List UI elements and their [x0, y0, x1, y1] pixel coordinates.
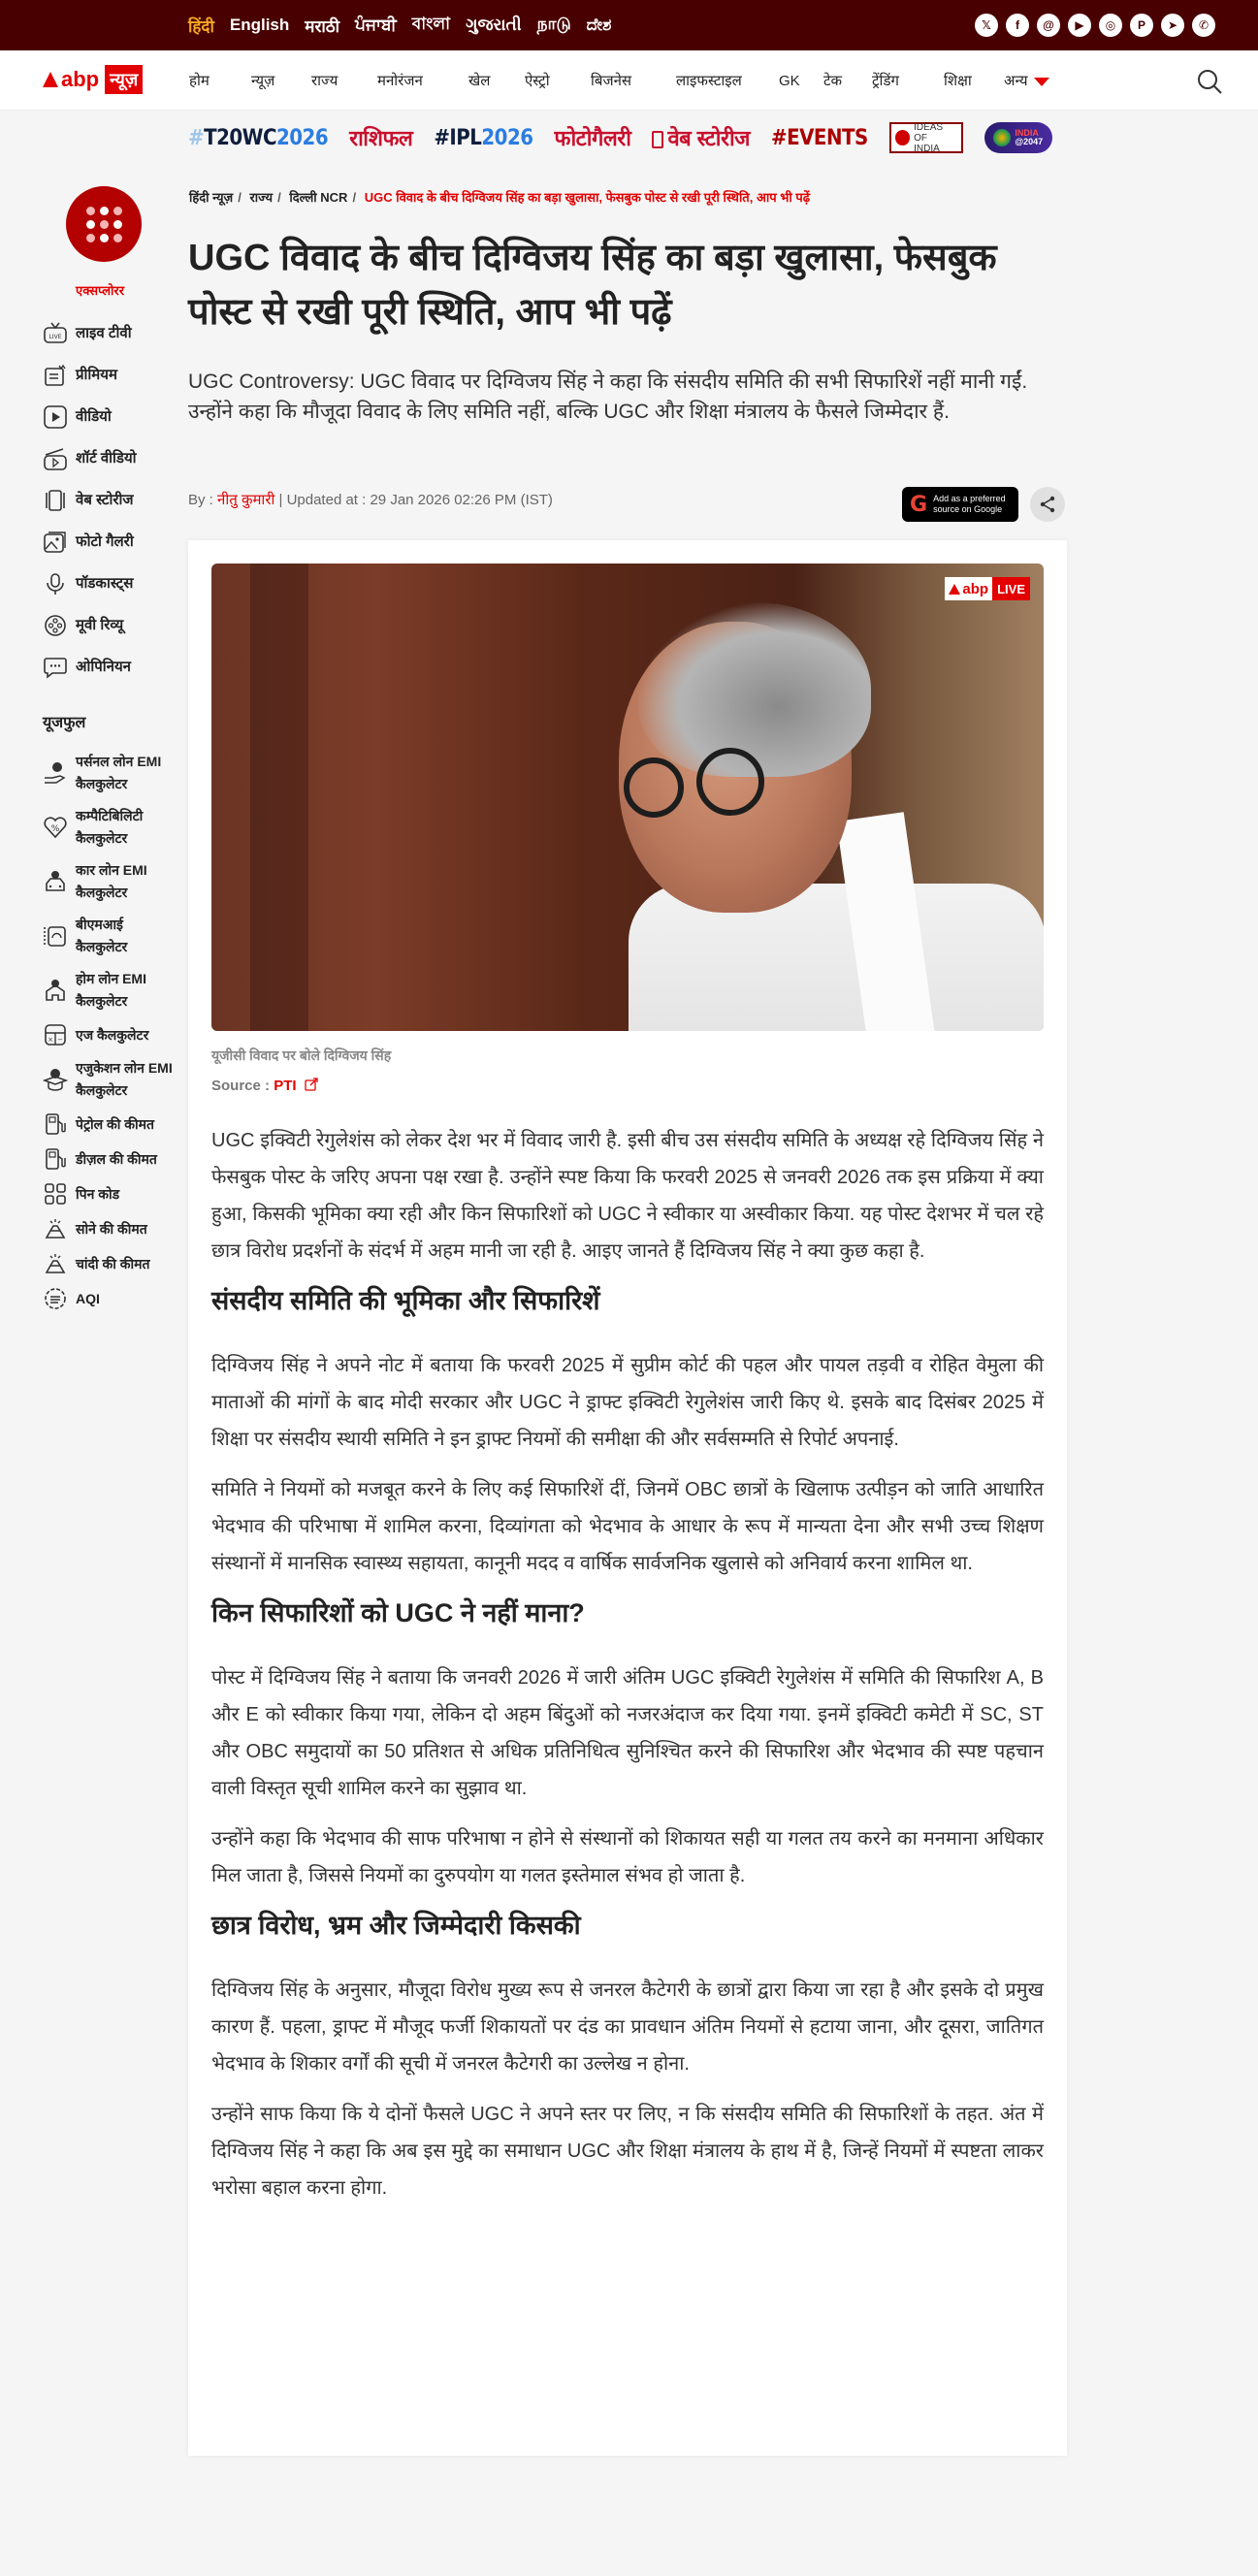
- logo-abp-text: abp: [61, 67, 100, 91]
- article-hero-image: [211, 564, 1044, 1031]
- trend-ipl[interactable]: [434, 126, 532, 150]
- sidebar-item-label: वेब स्टोरीज: [76, 492, 134, 508]
- dot-icon: [100, 220, 109, 229]
- social-links: [975, 0, 1215, 50]
- breadcrumb-separator: /: [238, 190, 242, 205]
- trend-photo-gallery[interactable]: फोटोगैलरी: [554, 127, 631, 151]
- language-bar: [0, 0, 1258, 50]
- premium-icon: [43, 363, 68, 388]
- trend-events[interactable]: #EVENTS: [771, 125, 868, 150]
- pin-code-icon: [43, 1181, 68, 1207]
- util-age-calculator[interactable]: [43, 1022, 178, 1047]
- nav-item-lifestyle[interactable]: लाइफस्टाइल: [676, 73, 742, 89]
- author-link[interactable]: नीतु कुमारी: [217, 492, 275, 508]
- live-tv-icon: [43, 321, 68, 346]
- image-glasses-left: [624, 757, 684, 818]
- sidebar-item-label: लाइव टीवी: [76, 325, 132, 341]
- util-label: AQI: [76, 1290, 100, 1306]
- ideas-of-india-logo-icon: [895, 130, 910, 145]
- photo-gallery-icon: [43, 530, 68, 555]
- util-label: बीएमआई कैलकुलेटर: [76, 917, 128, 954]
- paragraph: दिग्विजय सिंह के अनुसार, मौजूदा विरोध मुख्य रूप से जनरल कैटेगरी के छात्रों द्वारा किया जा रहा है और इसके दो प्रमुख कारण हैं. पहला, ड्राफ्ट में मौजूद फर्जी शिकायतों पर दंड का प्रावधान अंतिम नियमों से हटाया जाना, और दूसरा, जातिगत भेदभाव के शिकार वर्गों की सूची में जनरल कैटेगरी का उल्लेख न होना.: [211, 1980, 1044, 2075]
- sidebar-item-movie-review[interactable]: [43, 604, 178, 646]
- breadcrumb-delhi-ncr[interactable]: दिल्ली NCR: [289, 190, 348, 205]
- aqi-icon: [43, 1286, 68, 1311]
- explore-menu: [43, 312, 178, 688]
- watermark-abp-text: abp: [962, 580, 989, 597]
- svg-text:LIVE: LIVE: [48, 333, 62, 340]
- short-video-icon: [43, 446, 68, 471]
- sidebar-item-web-stories[interactable]: [43, 479, 178, 521]
- share-button[interactable]: [1030, 487, 1065, 522]
- util-label: पर्सनल लोन EMI कैलकुलेटर: [76, 754, 162, 791]
- dot-icon: [86, 220, 95, 229]
- compatibility-icon: [43, 815, 68, 840]
- ioi-line1: IDEAS OF: [914, 121, 944, 144]
- util-label: डीज़ल की कीमत: [76, 1150, 157, 1167]
- lang-english[interactable]: English: [229, 16, 290, 34]
- ipl-year: 2026: [481, 125, 533, 150]
- google-preferred-source-button[interactable]: [902, 487, 1018, 522]
- web-stories-icon: [43, 488, 68, 513]
- personal-loan-icon: [43, 760, 68, 786]
- breadcrumb: [189, 188, 810, 206]
- nav-item-more[interactable]: [1004, 71, 1049, 90]
- sidebar-item-photo-gallery[interactable]: [43, 521, 178, 563]
- image-person-hair: [638, 602, 871, 777]
- updated-timestamp: | Updated at : 29 Jan 2026 02:26 PM (IST): [274, 492, 553, 508]
- web-story-icon: [652, 131, 663, 148]
- bmi-icon: [43, 923, 68, 949]
- age-calculator-icon: [43, 1022, 68, 1047]
- lang-kannada[interactable]: ದೇಶ: [586, 16, 612, 34]
- sidebar-item-label: ओपिनियन: [76, 659, 131, 675]
- image-glasses-right: [696, 748, 764, 816]
- x-icon[interactable]: 𝕏: [975, 14, 998, 37]
- web-stories-label: वेब स्टोरीज: [667, 127, 750, 151]
- site-logo[interactable]: [43, 64, 143, 95]
- util-silver-price[interactable]: [43, 1251, 178, 1276]
- youtube-icon[interactable]: ▶: [1068, 14, 1091, 37]
- sidebar-item-label: मूवी रिव्यू: [76, 617, 124, 633]
- nav-item-states[interactable]: राज्य: [311, 73, 339, 89]
- main-nav: [0, 50, 1258, 111]
- source-link[interactable]: PTI: [274, 1078, 297, 1094]
- telegram-icon[interactable]: ➤: [1161, 14, 1184, 37]
- image-source: [211, 1078, 318, 1094]
- podcast-icon: [43, 571, 68, 596]
- diesel-icon: [43, 1146, 68, 1172]
- india-line1: INDIA: [1015, 128, 1039, 138]
- nav-item-sports[interactable]: खेल: [468, 73, 491, 89]
- india-line2: @2047: [1015, 137, 1044, 146]
- article-summary: UGC Controversy: UGC विवाद पर दिग्विजय सिंह ने कहा कि संसदीय समिति की सभी सिफारिशें नहीं मानी गईं. उन्होंने कहा कि मौजूदा विवाद के लिए समिति नहीं, बल्कि UGC और शिक्षा मंत्रालय के फैसले जिम्मेदार हैं.: [188, 370, 1028, 423]
- petrol-icon: [43, 1111, 68, 1137]
- instagram-icon[interactable]: ◎: [1099, 14, 1122, 37]
- sidebar-item-label: पॉडकास्ट्स: [76, 575, 134, 592]
- nav-item-entertainment[interactable]: मनोरंजन: [377, 73, 423, 89]
- nav-item-news[interactable]: न्यूज़: [251, 73, 275, 89]
- whatsapp-icon[interactable]: ✆: [1192, 14, 1215, 37]
- sidebar-item-premium[interactable]: [43, 354, 178, 396]
- sidebar-item-podcasts[interactable]: [43, 563, 178, 604]
- dot-icon: [86, 207, 95, 215]
- util-label: सोने की कीमत: [76, 1220, 147, 1237]
- ipl-main: #IPL: [434, 125, 482, 150]
- util-label: एजुकेशन लोन EMI कैलकुलेटर: [76, 1060, 173, 1098]
- util-personal-loan[interactable]: [43, 751, 178, 795]
- google-button-label: Add as a preferred source on Google: [933, 494, 1006, 514]
- subheading: छात्र विरोध, भ्रम और जिम्मेदारी किसकी: [211, 1911, 581, 1940]
- dot-icon: [100, 207, 109, 215]
- util-aqi[interactable]: [43, 1286, 178, 1311]
- breadcrumb-separator: /: [277, 190, 281, 205]
- image-background-door: [250, 564, 308, 1031]
- useful-menu: [43, 751, 178, 1321]
- sidebar-item-label: वीडियो: [76, 408, 112, 425]
- caret-down-icon: [1034, 78, 1049, 86]
- util-gold-price[interactable]: [43, 1216, 178, 1241]
- breadcrumb-current: UGC विवाद के बीच दिग्विजय सिंह का बड़ा खुलासा, फेसबुक पोस्ट से रखी पूरी स्थिति, आप भी पढ़ें: [364, 190, 811, 205]
- lang-punjabi[interactable]: ਪੰਜਾਬੀ: [355, 16, 397, 34]
- util-diesel-price[interactable]: [43, 1146, 178, 1172]
- article-card: [188, 540, 1067, 2456]
- sidebar-item-label: प्रीमियम: [76, 367, 117, 383]
- trend-t20wc[interactable]: [188, 126, 328, 150]
- logo-abp: [43, 67, 99, 92]
- nav-menu: [189, 50, 1049, 111]
- paragraph: उन्होंने कहा कि भेदभाव की साफ परिभाषा न होने से संस्थानों को शिकायत सही या गलत तय करने का मनमाना अधिकार मिल जाता है, जिससे नियमों का दुरुपयोग या गलत इस्तेमाल संभव हो जाता है.: [211, 1828, 1044, 1886]
- paragraph: दिग्विजय सिंह ने अपने नोट में बताया कि फरवरी 2025 में सुप्रीम कोर्ट की पहल और पायल तड़वी व रोहित वेमुला की माताओं की मांगों के बाद मोदी सरकार और UGC ने ड्राफ्ट इक्विटी रेगुलेशंस जारी किए थे. इसके बाद दिसंबर 2025 में शिक्षा पर संसदीय स्थायी समिति ने इन ड्राफ्ट नियमों की समीक्षा की और सर्वसम्मति से रिपोर्ट अपनाई.: [211, 1355, 1044, 1450]
- lang-hindi[interactable]: हिंदी: [188, 16, 214, 36]
- globe-icon: [993, 129, 1011, 146]
- util-petrol-price[interactable]: [43, 1111, 178, 1137]
- logo-news-badge: न्यूज़: [105, 65, 143, 94]
- education-loan-icon: [43, 1067, 68, 1092]
- india-2047-badge[interactable]: [984, 122, 1052, 153]
- dot-icon: [113, 207, 122, 215]
- nav-item-trending[interactable]: ट्रेंडिंग: [872, 73, 899, 89]
- lang-gujarati[interactable]: ગુજરાતી: [466, 16, 522, 34]
- nav-item-home[interactable]: होम: [189, 73, 210, 89]
- t20-year: 2026: [276, 125, 329, 150]
- svg-text:%: %: [50, 824, 60, 834]
- subheading: किन सिफारिशों को UGC ने नहीं माना?: [211, 1598, 585, 1627]
- nav-item-business[interactable]: बिजनेस: [591, 73, 632, 89]
- sidebar-item-short-video[interactable]: [43, 437, 178, 479]
- util-label: एज कैलकुलेटर: [76, 1026, 149, 1043]
- sidebar-item-live-tv[interactable]: [43, 312, 178, 354]
- util-education-loan[interactable]: [43, 1057, 178, 1102]
- svg-text:×: ×: [48, 1036, 53, 1044]
- watermark-triangle-icon: [949, 584, 960, 595]
- nav-item-tech[interactable]: टेक: [823, 73, 843, 89]
- useful-heading: यूजफुल: [43, 715, 86, 731]
- video-icon: [43, 404, 68, 430]
- car-loan-icon: [43, 869, 68, 894]
- util-label: होम लोन EMI कैलकुलेटर: [76, 971, 146, 1009]
- byline: [188, 490, 553, 509]
- opinion-icon: [43, 655, 68, 680]
- ideas-of-india-badge[interactable]: [889, 122, 963, 153]
- paragraph: समिति ने नियमों को मजबूत करने के लिए कई सिफारिशें दीं, जिनमें OBC छात्रों के खिलाफ उत्पीड़न को जाति आधारित भेदभाव की परिभाषा में शामिल करना, दिव्यांगता को भेदभाव के आधार के रूप में मान्यता देना और सभी उच्च शिक्षण संस्थानों में मानसिक स्वास्थ्य सहायता, कानूनी मदद व वार्षिक सार्वजनिक खुलासे को अनिवार्य करना शामिल था.: [211, 1479, 1044, 1574]
- util-pin-code[interactable]: [43, 1181, 178, 1207]
- trend-web-stories[interactable]: [652, 123, 750, 152]
- util-label: चांदी की कीमत: [76, 1255, 150, 1272]
- util-label: कार लोन EMI कैलकुलेटर: [76, 862, 147, 900]
- breadcrumb-separator: /: [352, 190, 357, 205]
- subheading: संसदीय समिति की भूमिका और सिफारिशें: [211, 1286, 600, 1315]
- lang-tamil[interactable]: நாடு: [536, 15, 571, 33]
- india-2047-text: [1015, 129, 1043, 146]
- util-compatibility[interactable]: [43, 805, 178, 850]
- dot-icon: [86, 234, 95, 242]
- ideas-of-india-text: [914, 122, 957, 154]
- source-label: Source :: [211, 1078, 274, 1094]
- t20-main: T20WC: [204, 125, 277, 150]
- silver-icon: [43, 1251, 68, 1276]
- movie-review-icon: [43, 613, 68, 638]
- sidebar-item-label: फोटो गैलरी: [76, 533, 134, 550]
- gold-icon: [43, 1216, 68, 1241]
- abp-live-watermark: [945, 577, 1030, 600]
- article-headline: UGC विवाद के बीच दिग्विजय सिंह का बड़ा खुलासा, फेसबुक पोस्ट से रखी पूरी स्थिति, आप भी पढ़ें: [188, 238, 997, 333]
- external-link-icon[interactable]: [305, 1078, 318, 1091]
- explore-label: एक्सप्लोरर: [76, 283, 125, 298]
- util-bmi[interactable]: [43, 914, 178, 958]
- sidebar-item-opinion[interactable]: [43, 646, 178, 688]
- util-label: पिन कोड: [76, 1185, 120, 1202]
- nav-item-education[interactable]: शिक्षा: [944, 73, 972, 89]
- lang-marathi[interactable]: मराठी: [305, 16, 340, 36]
- search-icon[interactable]: [1196, 68, 1223, 95]
- nav-item-more-label: अन्य: [1004, 73, 1028, 89]
- paragraph: पोस्ट में दिग्विजय सिंह ने बताया कि जनवरी 2026 में जारी अंतिम UGC इक्विटी रेगुलेशंस में समिति की सिफारिश A, B और E को स्वीकार किया गया, लेकिन दो अहम बिंदुओं को नजरअंदाज कर दिया गया. इनमें इक्विटी कमेटी में SC, ST और OBC समुदायों का 50 प्रतिशत से अधिक प्रतिनिधित्व सुनिश्चित करने की सिफारिश और भेदभाव की स्पष्ट पहचान वाली विस्तृत सूची शामिल करने का सुझाव था.: [211, 1667, 1044, 1799]
- breadcrumb-states[interactable]: राज्य: [249, 190, 274, 205]
- util-car-loan[interactable]: [43, 859, 178, 904]
- watermark-live: LIVE: [992, 577, 1030, 600]
- lang-bangla[interactable]: বাংলা: [411, 15, 451, 33]
- share-icon: [1039, 496, 1056, 513]
- dot-icon: [113, 220, 122, 229]
- article-body: [211, 1122, 1044, 2220]
- ioi-line2: INDIA: [914, 143, 940, 154]
- logo-triangle-icon: [43, 72, 58, 87]
- dot-icon: [100, 234, 109, 242]
- image-caption: यूजीसी विवाद पर बोले दिग्विजय सिंह: [211, 1047, 392, 1063]
- t20-hash: #: [188, 125, 205, 150]
- language-list: [188, 0, 612, 50]
- paragraph: उन्होंने साफ किया कि ये दोनों फैसले UGC ने अपने स्तर पर लिए, न कि संसदीय समिति की सिफारिशों के तहत. अंत में दिग्विजय सिंह ने कहा कि अब इस मुद्दे का समाधान UGC और शिक्षा मंत्रालय के हाथ में है, जिन्हें नियमों में स्पष्टता लाकर भरोसा बहाल करना होगा.: [211, 2104, 1044, 2199]
- nav-item-astro[interactable]: ऐस्ट्रो: [525, 73, 550, 89]
- util-home-loan[interactable]: [43, 968, 178, 1013]
- trend-rashifal[interactable]: राशिफल: [349, 127, 413, 151]
- home-loan-icon: [43, 978, 68, 1003]
- breadcrumb-home[interactable]: हिंदी न्यूज़: [189, 190, 234, 205]
- sidebar-item-video[interactable]: [43, 396, 178, 437]
- trending-strip: [0, 111, 1258, 165]
- dot-icon: [113, 234, 122, 242]
- by-label: By :: [188, 492, 218, 508]
- svg-text:−: −: [57, 1036, 63, 1044]
- watermark-abp: [945, 577, 992, 600]
- util-label: पेट्रोल की कीमत: [76, 1115, 155, 1132]
- sidebar-item-label: शॉर्ट वीडियो: [76, 450, 137, 467]
- nav-item-gk[interactable]: GK: [779, 72, 800, 89]
- paragraph: UGC इक्विटी रेगुलेशंस को लेकर देश भर में विवाद जारी है. इसी बीच उस संसदीय समिति के अध्यक्ष रहे दिग्विजय सिंह ने फेसबुक पोस्ट के जरिए अपना पक्ष रखा है. उन्होंने स्पष्ट किया कि फरवरी 2025 से जनवरी 2026 तक इस प्रक्रिया में क्या हुआ, किसकी भूमिका क्या रही और किन सिफारिशों को UGC ने स्वीकार या अस्वीकार किया. यह पोस्ट देशभर में चल रहे छात्र विरोध प्रदर्शनों के संदर्भ में अहम मानी जा रही है. आइए जानते हैं दिग्विजय सिंह ने क्या कुछ कहा है.: [211, 1130, 1044, 1262]
- pinterest-icon[interactable]: P: [1130, 14, 1153, 37]
- facebook-icon[interactable]: f: [1006, 14, 1029, 37]
- util-label: कम्पैटिबिलिटी कैलकुलेटर: [76, 808, 144, 846]
- explore-button[interactable]: [66, 186, 142, 262]
- google-icon: G: [910, 492, 928, 517]
- threads-icon[interactable]: @: [1037, 14, 1060, 37]
